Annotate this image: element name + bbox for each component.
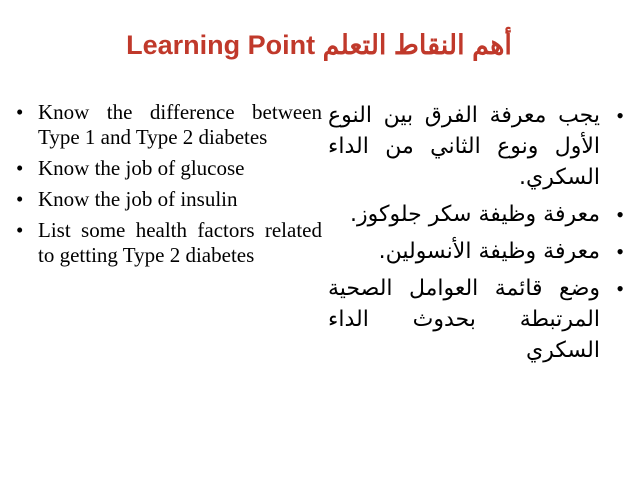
english-bullet-list [12,100,322,274]
slide-title-arabic: أهم النقاط التعلم [322,30,512,60]
arabic-bullet-item [328,199,628,230]
bullet-icon: • [16,156,24,180]
arabic-bullet-text: معرفة وظيفة سكر جلوكوز. [350,202,600,227]
bullet-icon: • [16,187,24,211]
bullet-icon: • [616,103,624,128]
arabic-bullet-text: وضع قائمة العوامل الصحية المرتبطة بحدوث الداء السكري [328,276,600,363]
bullet-icon: • [616,202,624,227]
english-bullet-item [12,218,322,268]
bullet-icon: • [616,239,624,264]
arabic-bullet-text: معرفة وظيفة الأنسولين. [378,239,600,264]
english-bullet-text: Know the difference between Type 1 and Type 2 diabetes [38,100,322,149]
bullet-icon: • [16,218,24,242]
english-bullet-item [12,156,322,181]
english-bullet-text: Know the job of insulin [38,187,238,211]
english-bullet-item [12,100,322,150]
bullet-icon: • [16,100,24,124]
arabic-bullet-list [328,100,628,372]
bullet-icon: • [616,276,624,301]
english-bullet-item [12,187,322,212]
arabic-bullet-item [328,100,628,193]
arabic-bullet-item [328,273,628,366]
english-bullet-text: Know the job of glucose [38,156,245,180]
slide-title-english: Learning Point [126,30,316,60]
english-bullet-text: List some health factors related to getting Type 2 diabetes [38,218,322,267]
arabic-bullet-text: يجب معرفة الفرق بين النوع الأول ونوع الثاني من الداء السكري. [328,103,600,190]
arabic-bullet-item [328,236,628,267]
slide-title [0,30,638,61]
